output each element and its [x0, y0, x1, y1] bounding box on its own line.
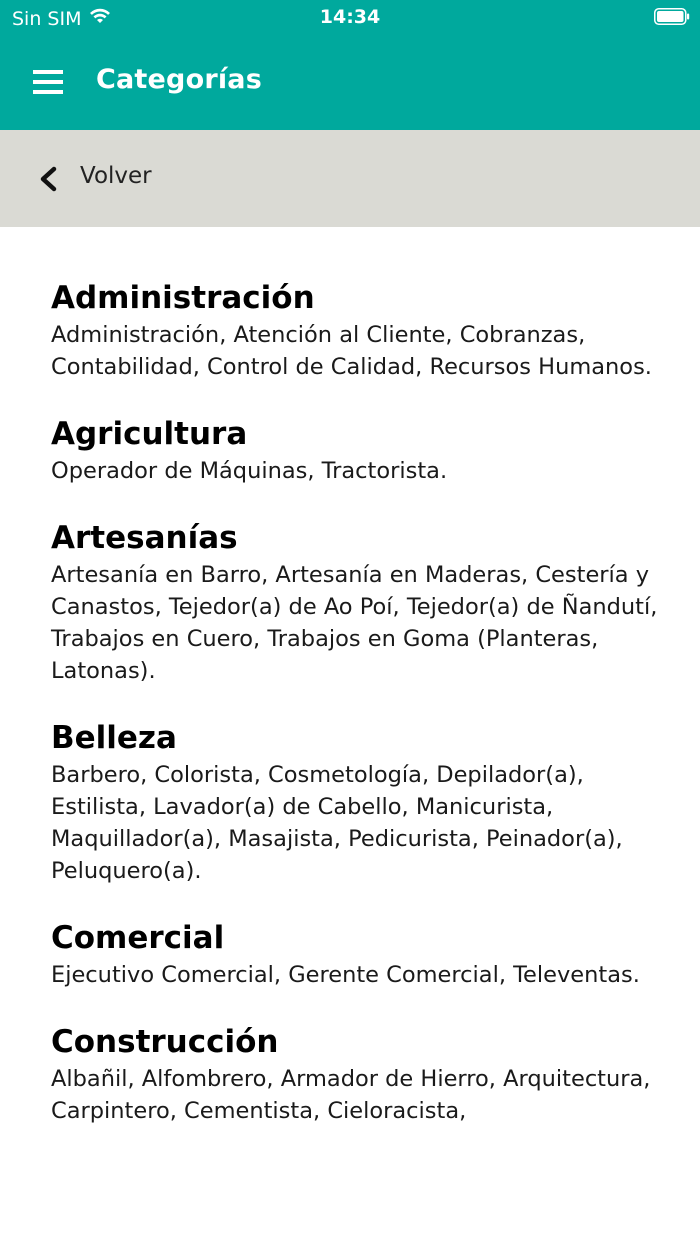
category-title: Administración — [51, 280, 315, 316]
category-items: Ejecutivo Comercial, Gerente Comercial, Televentas. — [51, 962, 640, 988]
category-title: Comercial — [51, 920, 225, 956]
category-item-comercial[interactable] — [51, 917, 671, 991]
category-title: Construcción — [51, 1024, 279, 1060]
category-title: Artesanías — [51, 520, 238, 556]
category-items: Administración, Atención al Cliente, Cobranzas, Contabilidad, Control de Calidad, Recursos Humanos. — [51, 322, 652, 380]
category-title: Belleza — [51, 720, 177, 756]
category-item-construccion[interactable] — [51, 1021, 671, 1127]
category-items: Barbero, Colorista, Cosmetología, Depilador(a), Estilista, Lavador(a) de Cabello, Manicurista, Maquillador(a), Masajista, Pedicurista, Peinador(a), Peluquero(a). — [51, 762, 623, 884]
status-bar — [0, 0, 700, 34]
carrier-label: Sin SIM — [12, 7, 82, 30]
hamburger-menu-icon[interactable] — [33, 68, 63, 96]
category-title: Agricultura — [51, 416, 248, 452]
status-time: 14:34 — [319, 6, 381, 28]
back-label: Volver — [80, 163, 152, 189]
battery-icon — [654, 8, 690, 25]
category-item-artesanias[interactable] — [51, 517, 671, 687]
category-item-belleza[interactable] — [51, 717, 671, 887]
category-item-administracion[interactable] — [51, 277, 671, 383]
category-item-agricultura[interactable] — [51, 413, 671, 487]
chevron-left-icon — [36, 166, 60, 192]
category-list — [51, 277, 671, 1157]
app-bar — [0, 34, 700, 130]
category-items: Artesanía en Barro, Artesanía en Maderas, Cestería y Canastos, Tejedor(a) de Ao Poí, Tejedor(a) de Ñandutí, Trabajos en Cuero, Trabajos en Goma (Planteras, Latonas). — [51, 562, 658, 684]
back-button[interactable] — [0, 130, 700, 227]
page-title: Categorías — [96, 64, 262, 95]
category-items: Albañil, Alfombrero, Armador de Hierro, Arquitectura, Carpintero, Cementista, Cieloracista, — [51, 1066, 651, 1124]
category-items: Operador de Máquinas, Tractorista. — [51, 458, 448, 484]
